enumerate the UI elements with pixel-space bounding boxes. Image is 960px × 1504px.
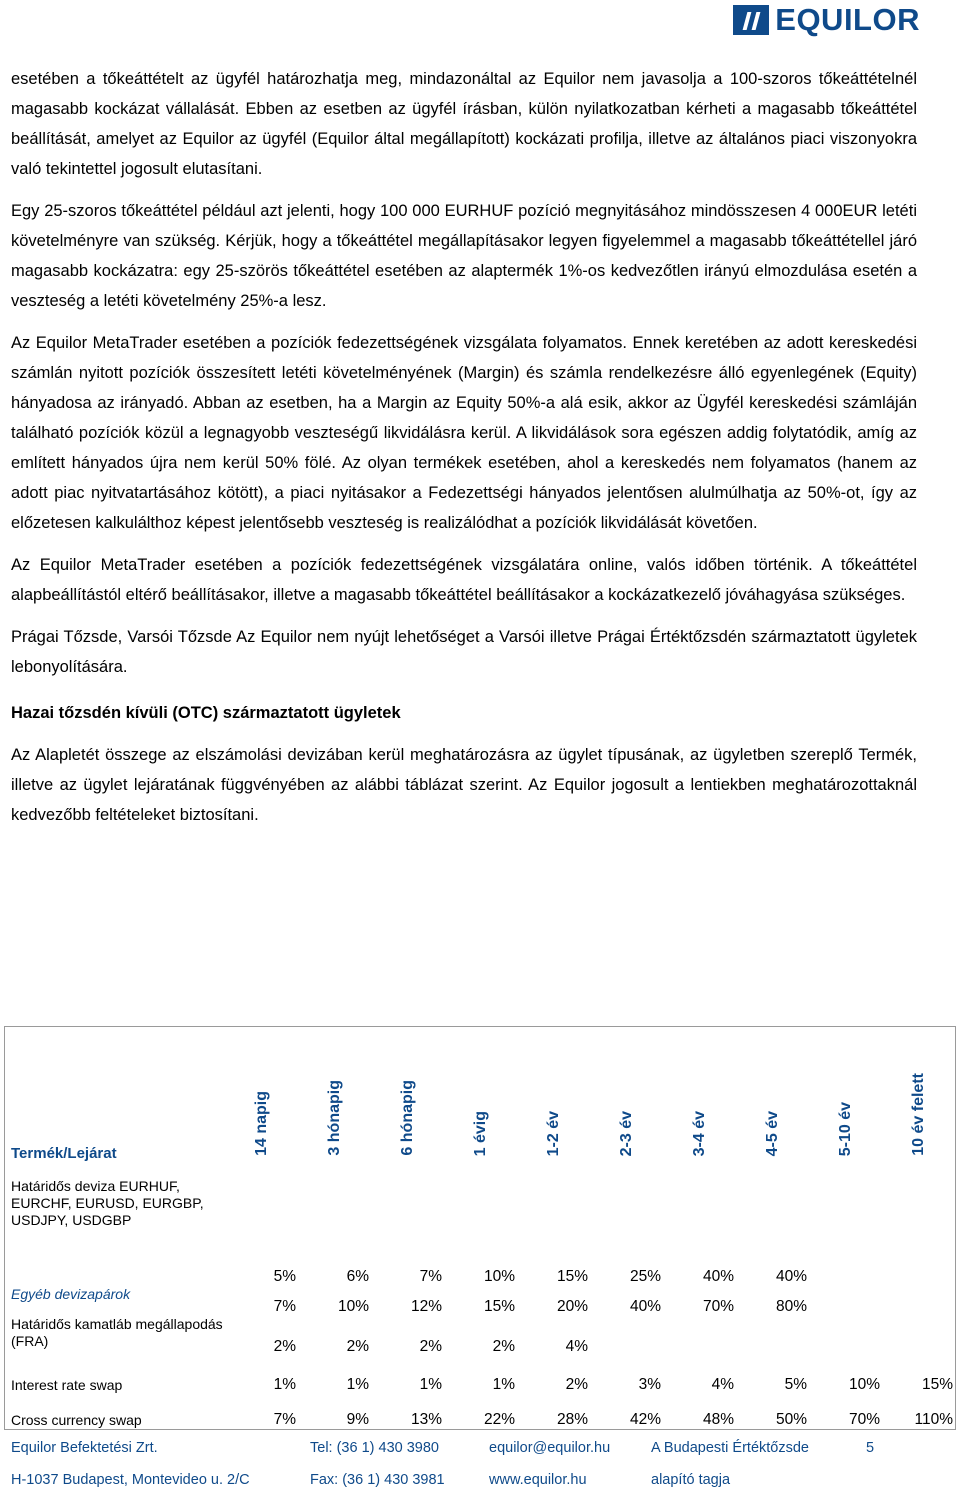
document-body bbox=[11, 64, 917, 842]
table-cell: 7% bbox=[273, 1298, 296, 1315]
table-cell: 2% bbox=[565, 1376, 588, 1393]
column-header: 1 évig bbox=[471, 1110, 489, 1156]
table-cell: 110% bbox=[914, 1411, 953, 1428]
table-cell: 15% bbox=[921, 1376, 953, 1393]
column-header: 6 hónapig bbox=[398, 1080, 416, 1156]
table-cell: 10% bbox=[483, 1268, 515, 1285]
column-header: 2-3 év bbox=[617, 1110, 635, 1156]
table-cell: 4% bbox=[711, 1376, 734, 1393]
table-cell: 22% bbox=[483, 1411, 515, 1428]
table-cell: 2% bbox=[492, 1338, 515, 1355]
product-header: Termék/Lejárat bbox=[11, 1145, 117, 1162]
table-row bbox=[5, 1316, 955, 1356]
page-number: 5 bbox=[866, 1440, 875, 1456]
section-paragraph: Az Alapletét összege az elszámolási devizában kerül meghatározásra az ügylet típusának, az ügyletben szereplő Termék, illetve az ügylet lejáratának függvényében az alábbi táblázat szerint. Az Equilor jogosult a lentiekben meghatározottaknál kedvezőbb feltételeket biztosítani. bbox=[11, 746, 917, 824]
table-cell: 4% bbox=[565, 1338, 588, 1355]
table-cell: 48% bbox=[702, 1411, 734, 1428]
table-cell: 13% bbox=[410, 1411, 442, 1428]
row-name: Határidős kamatláb megállapodás (FRA) bbox=[11, 1316, 223, 1349]
table-cell bbox=[809, 1286, 882, 1316]
table-cell: 20% bbox=[556, 1298, 588, 1315]
paragraph-exchanges: Prágai Tőzsde, Varsói Tőzsde Az Equilor nem nyújt lehetőséget a Varsói illetve Prágai Értéktőzsdén származtatott ügyletek lebonyolítására. bbox=[11, 628, 917, 676]
column-header: 4-5 év bbox=[763, 1110, 781, 1156]
table-cell bbox=[809, 1166, 882, 1286]
page-footer bbox=[11, 1440, 941, 1504]
table-cell: 2% bbox=[273, 1338, 296, 1355]
table-cell: 12% bbox=[410, 1298, 442, 1315]
section-heading: Hazai tőzsdén kívüli (OTC) származtatott ügyletek bbox=[11, 704, 401, 722]
column-header: 3-4 év bbox=[690, 1110, 708, 1156]
table-cell: 40% bbox=[629, 1298, 661, 1315]
table-cell: 10% bbox=[848, 1376, 880, 1393]
footer-email[interactable]: equilor@equilor.hu bbox=[489, 1440, 611, 1456]
table-cell: 7% bbox=[273, 1411, 296, 1428]
logo-text: EQUILOR bbox=[775, 2, 920, 37]
footer-row bbox=[11, 1472, 941, 1504]
table-cell: 15% bbox=[483, 1298, 515, 1315]
table-cell: 15% bbox=[556, 1268, 588, 1285]
table-cell bbox=[809, 1316, 882, 1356]
footer-tel: Tel: (36 1) 430 3980 bbox=[310, 1440, 439, 1456]
column-header: 1-2 év bbox=[544, 1110, 562, 1156]
row-name: Határidős deviza EURHUF, EURCHF, EURUSD, EURGBP, USDJPY, USDGBP bbox=[11, 1178, 204, 1228]
table-cell: 9% bbox=[346, 1411, 369, 1428]
table-cell: 2% bbox=[419, 1338, 442, 1355]
table-row bbox=[5, 1286, 955, 1316]
column-header: 10 év felett bbox=[909, 1073, 927, 1156]
table-cell: 1% bbox=[492, 1376, 515, 1393]
table-header-row bbox=[5, 1027, 955, 1166]
table-row bbox=[5, 1356, 955, 1394]
table-cell: 70% bbox=[848, 1411, 880, 1428]
table-cell: 80% bbox=[775, 1298, 807, 1315]
row-name: Cross currency swap bbox=[11, 1412, 142, 1428]
equilor-logo-icon bbox=[733, 5, 769, 35]
table-cell bbox=[882, 1316, 955, 1356]
table-cell: 1% bbox=[273, 1376, 296, 1393]
paragraph-online-check: Az Equilor MetaTrader esetében a pozíciók fedezettségének vizsgálatára online, valós időben történik. A tőkeáttétel alapbeállítástól eltérő beállításakor, illetve a magasabb tőkeáttétel beállításakor a kockázatkezelő jóváhagyása szükséges. bbox=[11, 556, 917, 604]
footer-fax: Fax: (36 1) 430 3981 bbox=[310, 1472, 445, 1488]
footer-company: Equilor Befektetési Zrt. bbox=[11, 1440, 158, 1456]
table-cell: 3% bbox=[638, 1376, 661, 1393]
footer-founder: alapító tagja bbox=[651, 1472, 731, 1488]
table-cell bbox=[882, 1166, 955, 1286]
table-cell: 7% bbox=[419, 1268, 442, 1285]
table-cell: 1% bbox=[346, 1376, 369, 1393]
table-cell: 10% bbox=[337, 1298, 369, 1315]
row-name: Egyéb devizapárok bbox=[11, 1286, 131, 1302]
footer-row bbox=[11, 1440, 941, 1472]
margin-table bbox=[4, 1026, 956, 1430]
footer-web[interactable]: www.equilor.hu bbox=[489, 1472, 587, 1488]
table-cell: 2% bbox=[346, 1338, 369, 1355]
column-header: 3 hónapig bbox=[325, 1080, 343, 1156]
table-cell bbox=[663, 1316, 736, 1356]
table-cell: 42% bbox=[629, 1411, 661, 1428]
table-cell: 25% bbox=[629, 1268, 661, 1285]
table-cell bbox=[882, 1286, 955, 1316]
paragraph-leverage: esetében a tőkeáttételt az ügyfél határozhatja meg, mindazonáltal az Equilor nem javasolja a 100-szoros tőkeáttételnél magasabb kockázat vállalását. Ebben az esetben az ügyfél írásban, külön nyilatkozatban kérheti a magasabb tőkeáttétel beállítását, amelyet az Equilor az ügyfél (Equilor által megállapított) kockázati profilja, illetve az általános piaci viszonyokra való tekintettel jogosult elutasítani. bbox=[11, 70, 917, 178]
table-cell: 1% bbox=[419, 1376, 442, 1393]
table-cell: 40% bbox=[775, 1268, 807, 1285]
table-cell: 40% bbox=[702, 1268, 734, 1285]
row-name: Interest rate swap bbox=[11, 1377, 123, 1393]
footer-address: H-1037 Budapest, Montevideo u. 2/C bbox=[11, 1472, 250, 1488]
paragraph-margin-monitoring: Az Equilor MetaTrader esetében a pozíciók fedezettségének vizsgálata folyamatos. Ennek keretében az adott kereskedési számlán nyitott pozíciók összesített letéti követelményének (Margin) és számla rendelkezésre álló egyenlegének (Equity) hányadosa az irányadó. Abban az esetben, ha a Margin az Equity 50%-a alá esik, akkor az Ügyfél kereskedési számláján található pozíciók közül a legnagyobb veszteségű likvidálásra kerül. A likvidálások sora egészen addig folytatódik, amíg az említett hányados újra nem kerül 50% fölé. Az olyan termékek esetében, ahol a kereskedés nem folyamatos (hanem az adott piac nyitvatartásához kötött), a piaci nyitásakor a Fedezettségi hányados jelentősen alulmúlhatja az 50%-ot, így az előzetesen kalkulálthoz képest jelentősebb veszteség is realizálódhat a pozíciók likvidálását követően. bbox=[11, 334, 917, 532]
paragraph-leverage-example: Egy 25-szoros tőkeáttétel például azt jelenti, hogy 100 000 EURHUF pozíció megnyitásához mindösszesen 4 000EUR letéti követelményre van szükség. Kérjük, hogy a tőkeáttétel megállapításakor legyen figyelemmel a magasabb tőkeáttétellel járó magasabb kockázatra: egy 25-szörös tőkeáttétel esetében az alaptermék 1%-os kedvezőtlen irányú elmozdulása esetén a veszteség a letéti követelmény 25%-a lesz. bbox=[11, 202, 917, 310]
column-header: 14 napig bbox=[252, 1091, 270, 1156]
table-row bbox=[5, 1166, 955, 1286]
column-header: 5-10 év bbox=[836, 1101, 854, 1156]
table-cell: 70% bbox=[702, 1298, 734, 1315]
table-cell bbox=[590, 1316, 663, 1356]
table-cell bbox=[736, 1316, 809, 1356]
table-cell: 5% bbox=[784, 1376, 807, 1393]
table-cell: 50% bbox=[775, 1411, 807, 1428]
equilor-logo bbox=[733, 2, 920, 38]
table-row bbox=[5, 1394, 955, 1429]
table-cell: 5% bbox=[273, 1268, 296, 1285]
footer-exchange: A Budapesti Értéktőzsde bbox=[651, 1440, 809, 1456]
table-cell: 6% bbox=[346, 1268, 369, 1285]
table-cell: 28% bbox=[556, 1411, 588, 1428]
